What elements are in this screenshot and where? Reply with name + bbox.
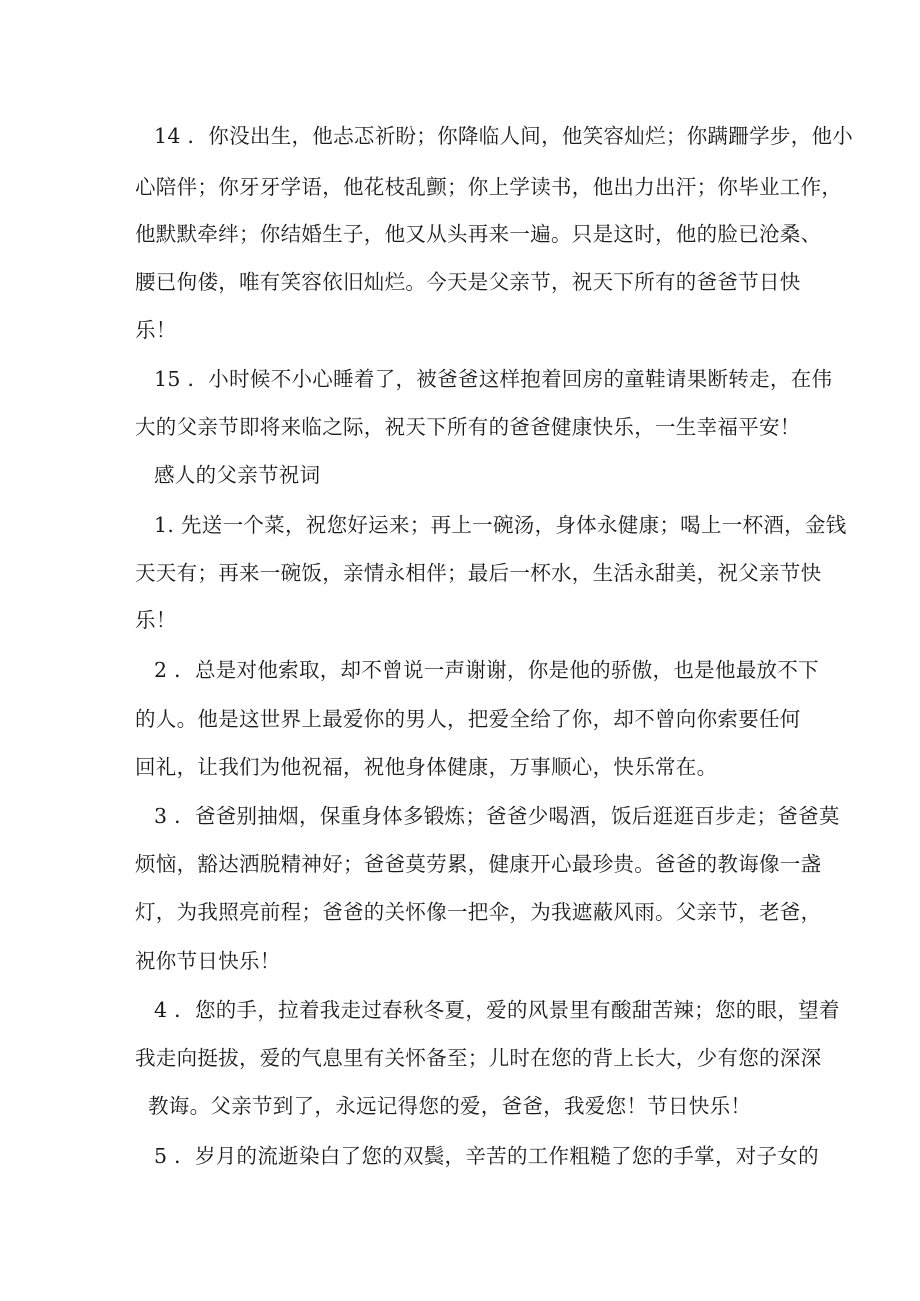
item-4-line-2: 我走向挺拔，爱的气息里有关怀备至；儿时在您的背上长大，少有您的深深: [135, 1046, 822, 1070]
paragraph-14-line-4: 腰已佝偻，唯有笑容依旧灿烂。今天是父亲节，祝天下所有的爸爸节日快: [135, 270, 801, 294]
paragraph-15-line-1: 15 ．小时候不小心睡着了，被爸爸这样抱着回房的童鞋请果断转走，在伟: [154, 367, 833, 391]
item-5-line-1: 5 ．岁月的流逝染白了您的双鬓，辛苦的工作粗糙了您的手掌，对子女的: [154, 1144, 819, 1168]
item-4-line-3: 教诲。父亲节到了，永远记得您的爱，爸爸，我爱您！节日快乐！: [148, 1094, 752, 1118]
paragraph-14-line-5: 乐！: [135, 318, 177, 342]
paragraph-14-line-2: 心陪伴；你牙牙学语，他花枝乱颤；你上学读书，他出力出汗；你毕业工作，: [135, 175, 843, 199]
paragraph-14-line-1: 14 ．你没出生，他忐忑祈盼；你降临人间，他笑容灿烂；你蹒跚学步，他小: [154, 124, 854, 148]
item-3-line-4: 祝你节日快乐！: [135, 949, 281, 973]
item-1-line-1: 1. 先送一个菜，祝您好运来；再上一碗汤，身体永健康；喝上一杯酒，金钱: [154, 513, 847, 537]
item-2-line-3: 回礼，让我们为他祝福，祝他身体健康，万事顺心，快乐常在。: [135, 755, 718, 779]
item-4-line-1: 4 ．您的手，拉着我走过春秋冬夏，爱的风景里有酸甜苦辣；您的眼，望着: [154, 998, 840, 1022]
item-1-line-2: 天天有；再来一碗饭，亲情永相伴；最后一杯水，生活永甜美，祝父亲节快: [135, 561, 822, 585]
item-3-line-3: 灯，为我照亮前程；爸爸的关怀像一把伞，为我遮蔽风雨。父亲节，老爸，: [135, 900, 822, 924]
item-2-line-2: 的人。他是这世界上最爱你的男人，把爱全给了你，却不曾向你索要任何: [135, 707, 801, 731]
item-3-line-2: 烦恼，豁达洒脱精神好；爸爸莫劳累，健康开心最珍贵。爸爸的教诲像一盏: [135, 852, 822, 876]
section-heading: 感人的父亲节祝词: [154, 463, 321, 487]
item-1-line-3: 乐！: [135, 608, 177, 632]
paragraph-14-line-3: 他默默牵绊；你结婚生子，他又从头再来一遍。只是这时，他的脸已沧桑、: [135, 222, 822, 246]
item-2-line-1: 2 ．总是对他索取，却不曾说一声谢谢，你是他的骄傲，也是他最放不下: [154, 658, 819, 682]
item-3-line-1: 3 ．爸爸别抽烟，保重身体多锻炼；爸爸少喝酒，饭后逛逛百步走；爸爸莫: [154, 804, 840, 828]
paragraph-15-line-2: 大的父亲节即将来临之际，祝天下所有的爸爸健康快乐，一生幸福平安！: [135, 415, 801, 439]
